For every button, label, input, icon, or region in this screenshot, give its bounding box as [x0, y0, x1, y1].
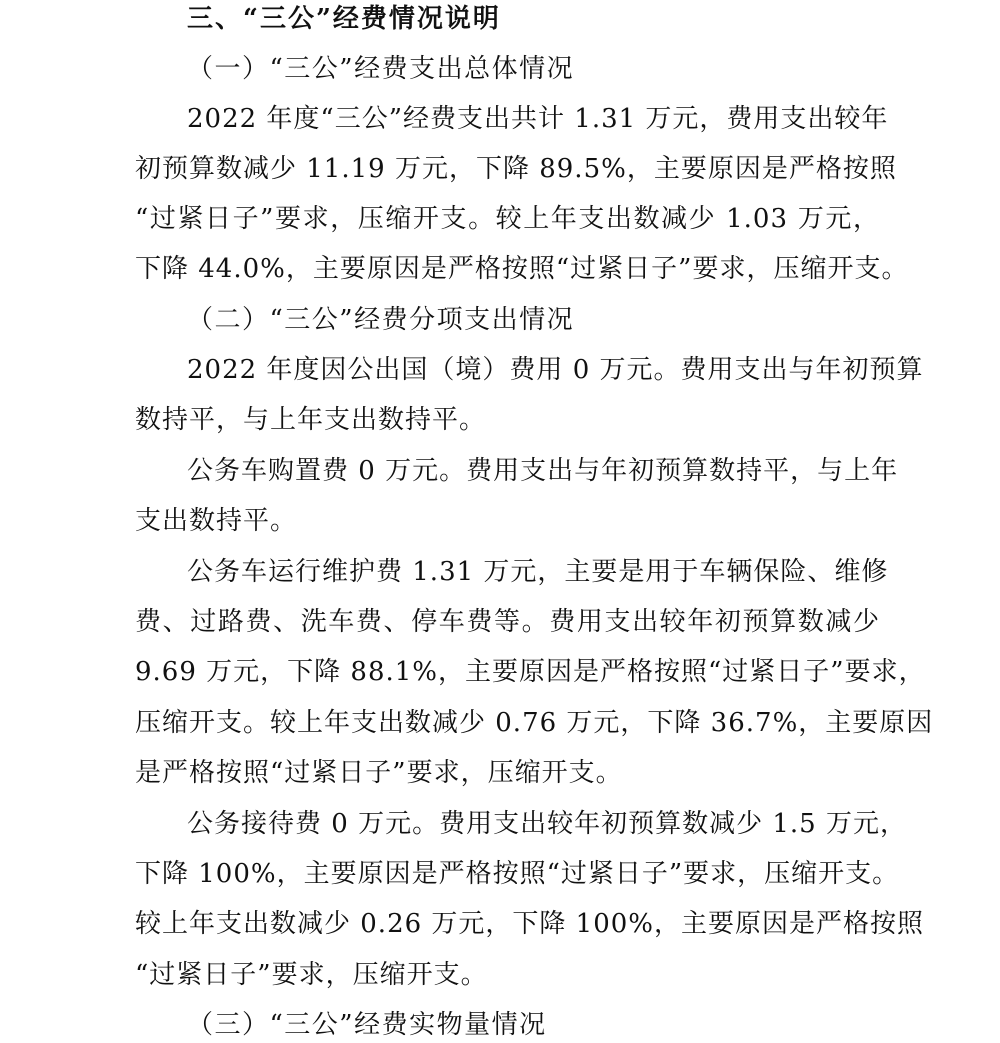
- paragraph-reception-line-4: “过紧日子”要求，压缩开支。: [135, 960, 488, 990]
- section-title: 三、“三公”经费情况说明: [187, 4, 501, 34]
- paragraph-overall-line-2: 初预算数减少 11.19 万元，下降 89.5%，主要原因是严格按照: [135, 154, 897, 184]
- subsection-heading-overall: （一）“三公”经费支出总体情况: [187, 54, 575, 84]
- paragraph-vehicle-purchase-line-1: 公务车购置费 0 万元。费用支出与年初预算数持平，与上年: [187, 456, 899, 486]
- paragraph-vehicle-operation-line-2: 费、过路费、洗车费、停车费等。费用支出较年初预算数减少: [135, 607, 880, 637]
- paragraph-travel-line-2: 数持平，与上年支出数持平。: [135, 405, 487, 435]
- subsection-heading-itemized: （二）“三公”经费分项支出情况: [187, 305, 575, 335]
- paragraph-travel-line-1: 2022 年度因公出国（境）费用 0 万元。费用支出与年初预算: [187, 355, 924, 385]
- paragraph-reception-line-3: 较上年支出数减少 0.26 万元，下降 100%，主要原因是严格按照: [135, 909, 925, 939]
- paragraph-reception-line-2: 下降 100%，主要原因是严格按照“过紧日子”要求，压缩开支。: [135, 859, 900, 889]
- paragraph-overall-line-4: 下降 44.0%，主要原因是严格按照“过紧日子”要求，压缩开支。: [135, 254, 909, 284]
- paragraph-reception-line-1: 公务接待费 0 万元。费用支出较年初预算数减少 1.5 万元，: [187, 809, 907, 839]
- paragraph-overall-line-3: “过紧日子”要求，压缩开支。较上年支出数减少 1.03 万元，: [135, 204, 880, 234]
- paragraph-vehicle-operation-line-3: 9.69 万元，下降 88.1%，主要原因是严格按照“过紧日子”要求，: [135, 657, 926, 687]
- subsection-heading-physical-quantity: （三）“三公”经费实物量情况: [187, 1010, 547, 1040]
- paragraph-overall-line-1: 2022 年度“三公”经费支出共计 1.31 万元，费用支出较年: [187, 104, 889, 134]
- paragraph-vehicle-purchase-line-2: 支出数持平。: [135, 506, 298, 536]
- paragraph-vehicle-operation-line-4: 压缩开支。较上年支出数减少 0.76 万元，下降 36.7%，主要原因: [135, 708, 934, 738]
- paragraph-vehicle-operation-line-5: 是严格按照“过紧日子”要求，压缩开支。: [135, 758, 623, 788]
- paragraph-vehicle-operation-line-1: 公务车运行维护费 1.31 万元，主要是用于车辆保险、维修: [187, 557, 889, 587]
